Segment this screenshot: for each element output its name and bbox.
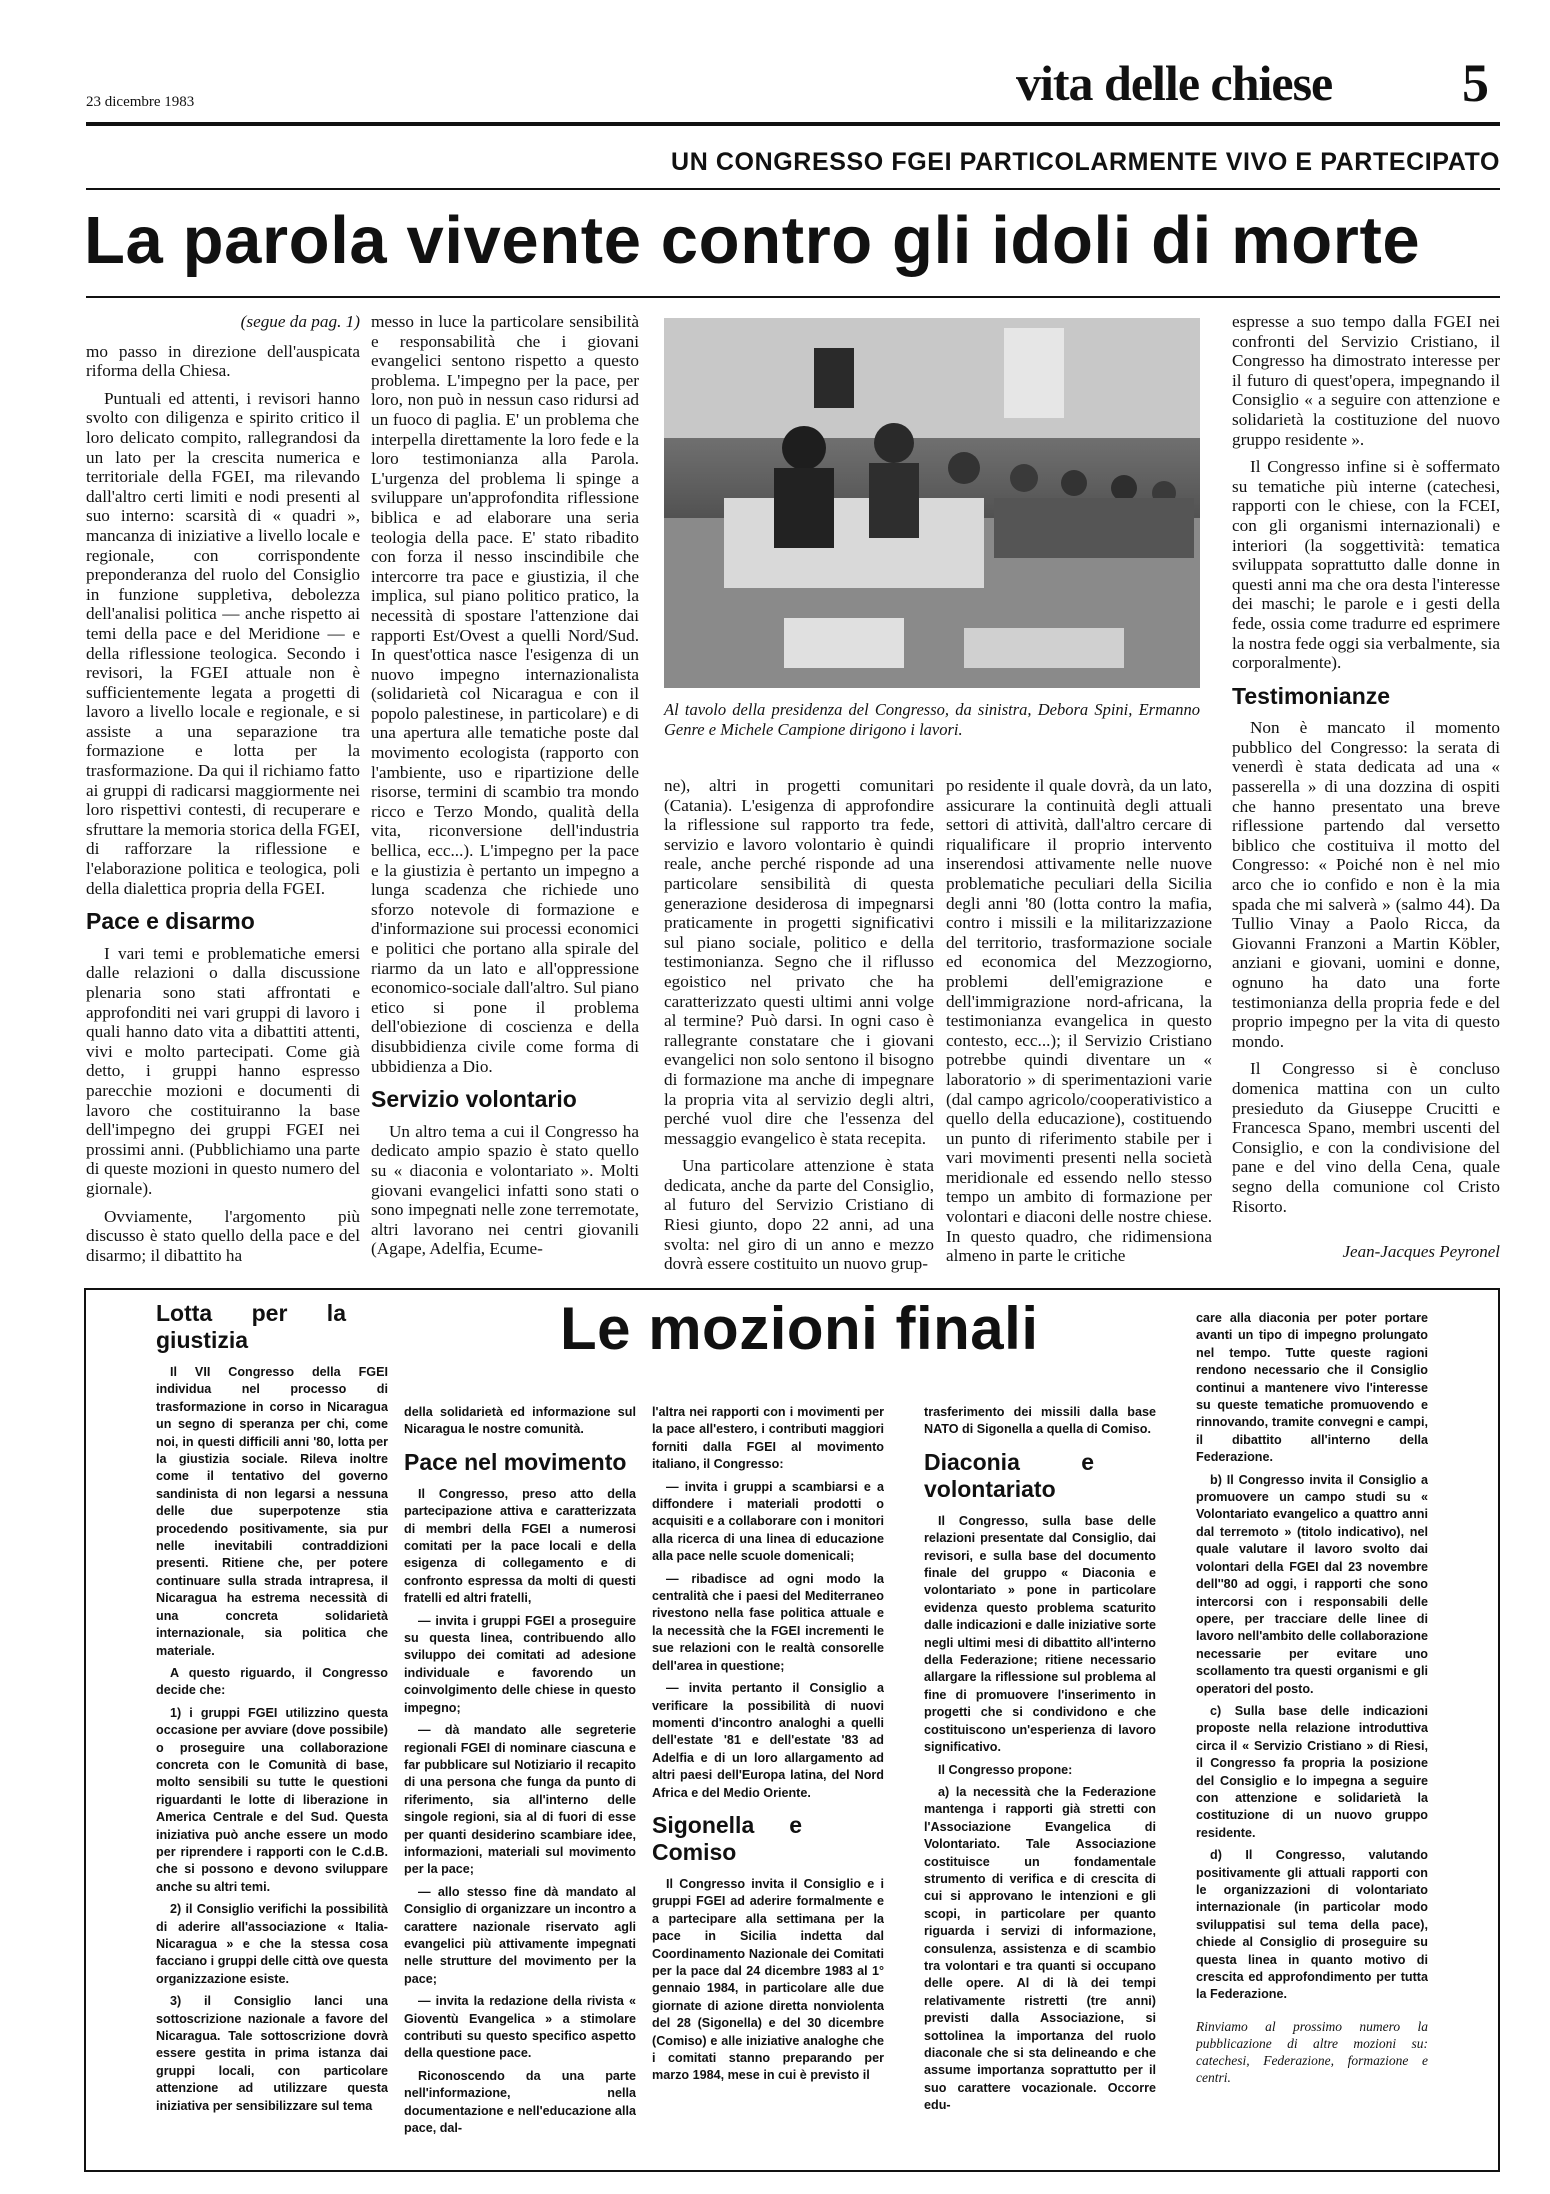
mozioni-column-3	[652, 1404, 884, 2160]
issue-date: 23 dicembre 1983	[86, 94, 195, 110]
paragraph: — invita pertanto il Consiglio a verificare la possibilità di nuovi momenti d'incontro analoghi a quelli dell'estate '81 e dell'estate '83 ad Adelfia e di un loro allargamento ad altri paesi dell'Europa latina, del Nord Africa e del Medio Oriente.	[652, 1681, 884, 1800]
paragraph: a) la necessità che la Federazione mantenga i rapporti già stretti con l'Associazione Evangelica di Volontariato. Tale Associazione costituisce un fondamentale strumento di verifica e di crescita di cui si approvano le intenzioni e gli scopi, in particolare per quanto riguarda i servizi di informazione, consulenza, assistenza e di scambio tra volontari e tra quanti si occupano delle opere. Al di là dei tempi relativamente ristretti (tre anni) previsti dalla Associazione, si sottolinea la importanza del ruolo diaconale che si sta delineando e che assume importanza soprattutto per il suo carattere vocazionale. Occorre edu-	[924, 1784, 1156, 2113]
editorial-note: Rinviamo al prossimo numero la pubblicazione di altre mozioni su: catechesi, Federazione, formazione e centri.	[1196, 2018, 1428, 2085]
kicker-rule	[86, 188, 1500, 190]
photo-illustration	[664, 318, 1200, 688]
paragraph: Riconoscendo da una parte nell'informazione, nella documentazione e nell'educazione alla pace, dal-	[404, 2068, 636, 2136]
paragraph: 1) i gruppi FGEI utilizzino questa occasione per avviare (dove possibile) o proseguire una collaborazione concreta con le Comunità di base, molto sensibili su tutte le questioni riguardanti le lotte di liberazione in America Centrale e del Sud. Questa iniziativa può anche essere un modo per riprendere i rapporti con le C.d.B. che si possono e devono sviluppare anche su altri temi.	[156, 1705, 388, 1894]
paragraph: — invita la redazione della rivista « Gioventù Evangelica » a stimolare contributi su questo specifico aspetto della questione pace.	[404, 1994, 636, 2061]
mozioni-title: Le mozioni finali	[560, 1295, 1039, 1362]
paragraph: — allo stesso fine dà mandato al Consiglio di organizzare un incontro a carattere nazionale riservato agli evangelici più attivamente impegnati nelle strutture del movimento per la pace;	[404, 1884, 636, 1986]
subhead-pace-e-disarmo: Pace e disarmo	[86, 908, 255, 935]
paragraph: ne), altri in progetti comunitari (Catania). L'esigenza di approfondire la riflessione sul rapporto tra fede, servizio e lavoro volontario è quindi reale, anche perché risponde ad una particolare sensibilità di questa generazione desiderosa di impegnarsi praticamente in progetti significativi sul piano sociale, politico e della testimonianza. Segno che il riflusso egoistico nel privato che ha caratterizzato questi ultimi anni volge al termine? Può darsi. In ogni caso è rallegrante constatare che i giovani evangelici non solo sentono il bisogno di formazione ma anche di impegnare la propria vita al servizio degli altri, perché vuol dire che l'essenza del messaggio evangelico è stata recepita.	[664, 776, 934, 1148]
mozioni-column-5	[1196, 1310, 1428, 2160]
subhead-testimonianze: Testimonianze	[1232, 682, 1391, 709]
paragraph: — ribadisce ad ogni modo la centralità che i paesi del Mediterraneo rivestono nella fase politica attuale e la necessità che la FGEI incrementi le sue relazioni con le realtà consorelle dell'area in questione;	[652, 1571, 884, 1673]
paragraph: Il Congresso, sulla base delle relazioni presentate dal Consiglio, dai revisori, e sulla base del documento finale del gruppo « Diaconia e volontariato » pone in particolare evidenza questo problema scaturito dalle indicazioni e dalle iniziative sorte negli ultimi mesi di dibattito all'interno della Federazione; ritiene necessario allargare la riflessione sul problema al fine di promuovere l'inserimento in progetti che si condividono e che costituiscono un'esperienza di lavoro significativo.	[924, 1513, 1156, 1755]
article-column-1	[86, 312, 360, 1272]
paragraph: b) Il Congresso invita il Consiglio a promuovere un campo studi su « Volontariato evangelico a quattro anni dal terremoto » (titolo indicativo), nel quale valutare il lavoro svolto dai volontari della FGEI dal 23 novembre dell''80 ad oggi, i rapporti che sono intercorsi con i responsabili delle opere, per tracciare delle linee di lavoro nell'ambito delle collaborazione necessarie per evitare uno scollamento tra questi organismi e gli operatori del posto.	[1196, 1472, 1428, 1696]
paragraph: Il Congresso infine si è soffermato su tematiche più interne (catechesi, rapporti con le chiese, con la FCEI, con gli organismi internazionali) e interiori (la soggettività: tematica sviluppata soprattutto dalle donne in questi anni ma che ora desta l'interesse dei maschi; le parole e i gesti della fede, ossia come tradurre ed esprimere la nostra fede oggi sia verbalmente, sia corporalmente).	[1232, 457, 1500, 673]
paragraph: espresse a suo tempo dalla FGEI nei confronti del Servizio Cristiano, il Congresso ha dimostrato interesse per il futuro di quest'opera, impegnando il Consiglio « a seguire con attenzione e solidarietà la costituzione del nuovo gruppo residente ».	[1232, 312, 1500, 449]
paragraph: Il Congresso invita il Consiglio e i gruppi FGEI ad aderire formalmente e a partecipare alla settimana per la pace in Sicilia indetta dal Coordinamento Nazionale dei Comitati per la pace dal 24 dicembre 1983 al 1° gennaio 1984, in particolare alle due giornate di azione diretta nonviolenta del 28 (Sigonella) e del 30 dicembre (Comiso) e alle iniziative analoghe che i comitati stanno preparando per marzo 1984, mese in cui è previsto il	[652, 1876, 884, 2083]
paragraph: — dà mandato alle segreterie regionali FGEI di nominare ciascuna e far pubblicare sul Notiziario il recapito di una persona che funga da punto di riferimento, sia all'interno delle singole regioni, sia al di fuori di esse per quanti desiderino scambiare idee, informazioni, materiali sul movimento per la pace;	[404, 1723, 636, 1877]
paragraph: I vari temi e problematiche emersi dalle relazioni o dalla discussione plenaria sono stati affrontati e approfonditi nei vari gruppi di lavoro i quali hanno dato vita a dibattiti attenti, vivi e molto partecipati. Come già detto, i gruppi hanno espresso parecchie mozioni e documenti di lavoro che costituiranno la base dell'impegno dei gruppi FGEI nei prossimi anni. (Pubblichiamo una parte di queste mozioni in questo numero del giornale).	[86, 943, 360, 1198]
heading-sigonella-e-comiso: Sigonella e Comiso	[652, 1811, 802, 1865]
mozioni-column-1	[156, 1300, 388, 2160]
congress-photo	[664, 318, 1200, 688]
heading-pace-nel-movimento: Pace nel movimento	[404, 1448, 627, 1475]
paragraph: Un altro tema a cui il Congresso ha dedicato ampio spazio è stato quello su « diaconia e volontariato ». Molti giovani evangelici infatti sono stati o sono impegnati nelle zone terremotate, altri lavorano nei centri giovanili (Agape, Adelfia, Ecume-	[371, 1121, 639, 1259]
paragraph: d) Il Congresso, valutando positivamente gli attuali rapporti con le organizzazioni di volontariato internazionale (in particolar modo sviluppatisi sul tema della pace), chiede al Consiglio di proseguire su questa linea in quanto motivo di crescita ed approfondimento per tutta la Federazione.	[1196, 1848, 1428, 2002]
paragraph: 3) il Consiglio lanci una sottoscrizione nazionale a favore del Nicaragua. Tale sottoscrizione dovrà essere gestita in prima istanza dai gruppi locali, con particolare attenzione ad utilizzare questa iniziativa per sensibilizzare sul tema	[156, 1994, 388, 2113]
paragraph: po residente il quale dovrà, da un lato, assicurare la continuità degli attuali settori di attività, dall'altro cercare di riqualificare il proprio intervento inserendosi attivamente nelle nuove problematiche peculiari della Sicilia degli anni '80 (lotta contro la mafia, contro i missili e la militarizzazione del territorio, trasformazione sociale ed economica del Mezzogiorno, problemi dell'emigrazione e dell'immigrazione nord-africana, la testimonianza evangelica in questo contesto, ecc...); il Servizio Cristiano potrebbe quindi diventare un « laboratorio » di sperimentazioni varie (dal campo agricolo/cooperativistico a quello della educazione), costituendo un punto di riferimento stabile per i vari movimenti presenti nella società meridionale ed essendo nello stesso tempo un ambito di formazione per volontari e diaconi delle nostre chiese. In questo quadro, che ridimensiona almeno in parte le critiche	[946, 776, 1212, 1266]
headline-rule	[86, 296, 1500, 298]
heading-lotta-per-la-giustizia: Lotta per la giustizia	[156, 1300, 346, 1353]
paragraph: l'altra nei rapporti con i movimenti per la pace all'estero, i contributi maggiori forniti dalla FGEI al movimento italiano, il Congresso:	[652, 1405, 884, 1472]
continued-note: (segue da pag. 1)	[240, 312, 360, 331]
header-rule	[86, 122, 1500, 126]
article-column-4	[946, 776, 1212, 1276]
paragraph: 2) il Consiglio verifichi la possibilità di aderire all'associazione « Italia-Nicaragua » e che la stessa cosa facciano i gruppi delle città ove questa organizzazione esiste.	[156, 1902, 388, 1986]
paragraph: care alla diaconia per poter portare avanti un tipo di impegno prolungato nel tempo. Tutte queste ragioni rendono necessario che il Consiglio continui a mantenere vivo l'interesse su queste tematiche promuovendo e rinnovando, tramite convegni e campi, il dibattito all'interno della Federazione.	[1196, 1311, 1428, 1465]
paragraph: — invita i gruppi a scambiarsi e a diffondere i materiali prodotti o acquisiti e a collaborare con i monitori alla ricerca di una linea di educazione alla pace nelle scuole domenicali;	[652, 1479, 884, 1564]
paragraph: Il Congresso propone:	[938, 1762, 1073, 1777]
paragraph: — invita i gruppi FGEI a proseguire su questa linea, contribuendo allo sviluppo dei comitati ad adesione individuale e favorendo un coinvolgimento delle chiese in questo impegno;	[404, 1613, 636, 1715]
paragraph: Una particolare attenzione è stata dedicata, anche da parte del Consiglio, al futuro del Servizio Cristiano di Riesi giunto, dopo 22 anni, ad una svolta: nel giro di un anno e mezzo dovrà essere costituito un nuovo grup-	[664, 1156, 934, 1274]
paragraph: della solidarietà ed informazione sul Nicaragua le nostre comunità.	[404, 1405, 636, 1437]
paragraph: trasferimento dei missili dalla base NATO di Sigonella a quella di Comiso.	[924, 1405, 1156, 1437]
kicker: UN CONGRESSO FGEI PARTICOLARMENTE VIVO E PARTECIPATO	[671, 148, 1500, 176]
heading-diaconia-e-volontariato: Diaconia e volontariato	[924, 1448, 1094, 1502]
paragraph: Il Congresso, preso atto della partecipazione attiva e caratterizzata di membri della FGEI a numerosi comitati per la pace locali e della esigenza di collegamento e di confronto espressa da molti di questi fratelli ed altri fratelli,	[404, 1486, 636, 1606]
paragraph: A questo riguardo, il Congresso decide che:	[156, 1665, 388, 1698]
paragraph: Il Congresso si è concluso domenica mattina con un culto presieduto da Giuseppe Crucitti e Francesca Spano, membri uscenti del Consiglio, e con la condivisione del pane e del vino della Cena, quale segno della comunione col Cristo Risorto.	[1232, 1059, 1500, 1216]
photo-caption: Al tavolo della presidenza del Congresso, da sinistra, Debora Spini, Ermanno Genre e Michele Campione dirigono i lavori.	[664, 700, 1200, 739]
paragraph: messo in luce la particolare sensibilità e responsabilità che i giovani evangelici sentono rispetto a questo problema. L'impegno per la pace, per loro, non può in nessun caso ridursi ad un fuoco di paglia. E' un problema che interpella direttamente la loro fede e la loro testimonianza alla Parola. L'urgenza del problema li spinge a sviluppare un'approfondita riflessione biblica e ad elaborare una seria teologia della pace. E' stato ribadito con forza il nesso inscindibile che intercorre tra pace e giustizia, il che implica, sul piano politico pratico, la necessità di spostare l'attenzione dai rapporti Est/Ovest a quelli Nord/Sud. In quest'ottica nasce l'esigenza di un nuovo impegno internazionalista (solidarietà col Nicaragua e con il popolo palestinese, in particolare) e di una apertura alle tematiche poste dal movimento ecologista (rapporto con l'ambiente, uso e ripartizione delle risorse, termini di scambio tra mondo ricco e Terzo Mondo, qualità della vita, riconversione dell'industria bellica, ecc...). L'impegno per la pace e la giustizia è pertanto un impegno a lunga scadenza che richiede uno sforzo notevole di formazione e d'informazione sui processi economici e politici che portano alla spirale del riarmo da un lato e all'oppressione economico-sociale dall'altro. Sul piano etico si pone il problema dell'obiezione di coscienza e della disubbidienza civile come forma di ubbidienza a Dio.	[371, 312, 639, 1076]
subhead-servizio-volontario: Servizio volontario	[371, 1086, 577, 1113]
article-column-2	[371, 312, 639, 1272]
mozioni-column-2	[404, 1404, 636, 2160]
paragraph: c) Sulla base delle indicazioni proposte nella relazione introduttiva circa il « Servizio Cristiano » di Riesi, il Congresso fa propria la posizione del Consiglio e lo impegna a seguire con attenzione e solidarietà la costituzione di un nuovo gruppo residente.	[1196, 1703, 1428, 1840]
page-number: 5	[1462, 53, 1489, 113]
headline: La parola vivente contro gli idoli di morte	[84, 203, 1421, 278]
author-signature: Jean-Jacques Peyronel	[1342, 1242, 1500, 1261]
section-title: vita delle chiese	[1016, 55, 1333, 111]
paragraph: Ovviamente, l'argomento più discusso è stato quello della pace e del disarmo; il dibattito ha	[86, 1206, 360, 1265]
article-column-3	[664, 776, 934, 1276]
paragraph: Il VII Congresso della FGEI individua nel processo di trasformazione in corso in Nicaragua un segno di speranza per chi, come noi, in questi difficili anni '80, lotta per la giustizia sociale. Rileva inoltre come il tentativo del governo sandinista di non legarsi a nessuna delle due superpotenze stia procedendo positivamente, sia pur nelle inevitabili contraddizioni presenti. Ritiene che, per potere continuare sulla strada intrapresa, il Nicaragua ha estrema necessità di una concreta solidarietà internazionale, sia politica che materiale.	[156, 1365, 388, 1658]
article-column-5	[1232, 312, 1500, 1232]
paragraph: Puntuali ed attenti, i revisori hanno svolto con diligenza e spirito critico il loro delicato compito, rallegrandosi da un lato per la crescita numerica e territoriale della FGEI, ma rilevando dall'altro certi limiti e nodi presenti al suo interno: scarsità di « quadri », mancanza di iniziative a livello locale e regionale, con corrispondente preponderanza del ruolo del Consiglio in funzione suppletiva, debolezza dell'analisi politica — anche rispetto ai temi della pace e del Meridione — e della riflessione teologica. Secondo i revisori, la FGEI attuale non è sufficientemente legata a progetti di lavoro a livello locale e regionale, e si assiste a una separazione tra formazione e lotta per la trasformazione. Da qui il richiamo fatto ai gruppi di radicarsi maggiormente nei loro rispettivi contesti, di recuperare e sfruttare la memoria storica della FGEI, di rafforzare la riflessione e l'elaborazione politica e teologica, poli della dialettica propria della FGEI.	[86, 388, 360, 898]
mozioni-column-4	[924, 1404, 1156, 2160]
paragraph: mo passo in direzione dell'auspicata riforma della Chiesa.	[86, 341, 360, 381]
paragraph: Non è mancato il momento pubblico del Congresso: la serata di venerdì è stata dedicata ad una « passerella » di una dozzina di ospiti che hanno presentato una breve riflessione partendo dal versetto biblico che costituiva il motto del Congresso: « Poiché non è nel mio arco che io confido e non è la mia spada che mi salverà » (salmo 44). Da Tullio Vinay a Paolo Ricca, da Giovanni Franzoni a Martin Köbler, anziani e giovani, uomini e donne, ognuno ha dato una forte testimonianza della propria fede e del proprio impegno per la vita di questo mondo.	[1232, 718, 1500, 1051]
